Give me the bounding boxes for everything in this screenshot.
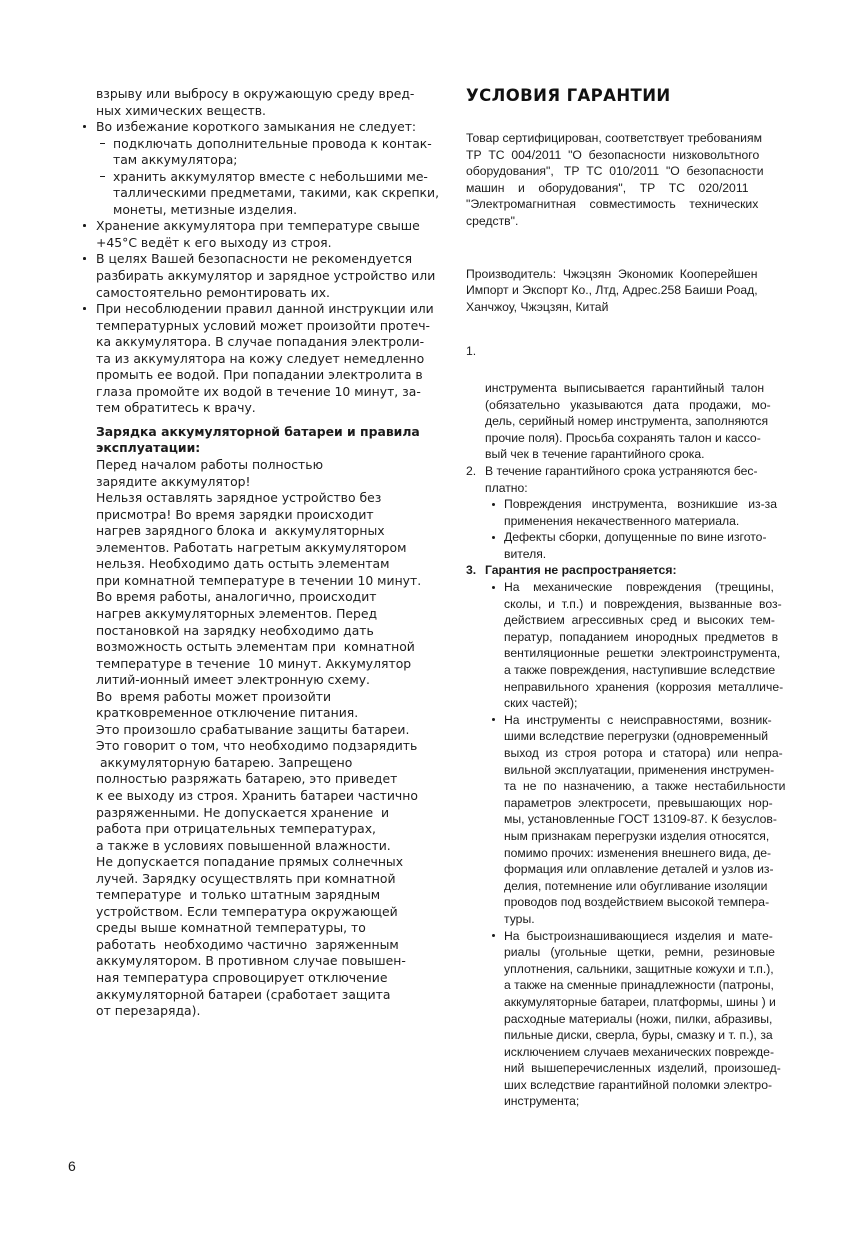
- text-line: Ханчжоу, Чжэцзян, Китай: [466, 299, 609, 314]
- text-line: литий-ионный имеет электронную схему.: [96, 672, 370, 688]
- sub-bullet-item-line: [466, 612, 788, 629]
- dash-bullet-icon: [100, 176, 105, 177]
- text-line: ная температура спровоцирует отключение: [96, 969, 388, 985]
- right-column: [466, 86, 788, 1110]
- text-line: В целях Вашей безопасности не рекомендуется: [96, 251, 413, 267]
- sub-bullet-item-line: [466, 811, 788, 828]
- text-line: зарядите аккумулятор!: [96, 473, 251, 489]
- sub-bullet-item-line: [466, 778, 788, 795]
- text-line: формация или оплавление деталей и узлов из-: [504, 862, 774, 877]
- text-line: от перезаряда).: [96, 1003, 201, 1019]
- bullet-dot-icon: [492, 586, 495, 589]
- text-line: хранить аккумулятор вместе с небольшими ме-: [113, 168, 428, 184]
- text-line: нагрев аккумуляторных элементов. Перед: [96, 605, 378, 621]
- text-line: взрыву или выбросу в окружающую среду вред-: [96, 86, 415, 101]
- sub-bullet-item-line: [466, 645, 788, 662]
- text-line: расходные материалы (ножи, пилки, абразивы,: [504, 1011, 773, 1026]
- text-line: Во время работы, аналогично, происходит: [96, 589, 377, 605]
- text-line: монеты, метизные изделия.: [113, 201, 298, 217]
- text-line: ших вследствие гарантийной поломки электро-: [504, 1077, 773, 1092]
- bullet-dot-icon: [492, 718, 495, 721]
- sub-bullet-item-line: [466, 961, 788, 978]
- manufacturer-paragraph: [466, 266, 788, 316]
- text-line: В течение гарантийного срока устраняются бес-: [485, 463, 758, 478]
- text-line: Повреждения инструмента, возникшие из-за: [504, 497, 778, 512]
- text-line: та не по назначению, а также нестабильности: [504, 779, 786, 794]
- list-number-marker: 2.: [466, 463, 477, 478]
- list-number-marker: 1.: [466, 344, 477, 359]
- text-line: кратковременное отключение питания.: [96, 705, 359, 721]
- text-line: применения некачественного материала.: [504, 513, 740, 528]
- text-line: прочие поля). Просьба сохранять талон и кассо-: [485, 430, 761, 445]
- bullet-item-line: [80, 400, 425, 417]
- warranty-terms-list: [466, 343, 788, 1110]
- text-line: ка аккумулятора. В случае попадания электроли-: [96, 334, 425, 350]
- left-column: [80, 86, 440, 1020]
- text-line: Производитель: Чжэцзян Экономик Кооперейшен: [466, 266, 758, 281]
- sub-bullet-item-line: [466, 629, 788, 646]
- text-line: присмотра! Во время зарядки происходит: [96, 506, 374, 522]
- text-line: нельзя. Необходимо дать остыть элементам: [96, 556, 390, 572]
- bullet-item-line: [80, 285, 425, 302]
- text-line: дель, серийный номер инструмента, заполняются: [485, 414, 769, 429]
- sub-bullet-item-line: [466, 928, 788, 945]
- sub-bullet-item-line: [466, 977, 788, 994]
- text-line: тем обратитесь к врачу.: [96, 400, 256, 416]
- sub-bullet-item-line: [466, 1011, 788, 1028]
- text-line: к ее выходу из строя. Хранить батареи частично: [96, 787, 418, 803]
- text-line: Перед началом работы полностью: [96, 457, 323, 473]
- text-line: параметров электросети, превышающих нор-: [504, 795, 773, 810]
- text-line: Гарантия не распространяется:: [485, 563, 677, 578]
- bullet-item-line: [80, 334, 425, 351]
- charging-section-body: [80, 457, 425, 1020]
- heading-line: эксплуатации:: [96, 440, 201, 456]
- numbered-item-line: [466, 480, 788, 497]
- numbered-item-line: [466, 463, 788, 480]
- text-line: +45°С ведёт к его выходу из строя.: [96, 234, 332, 250]
- text-line: а также в условиях повышенной влажности.: [96, 837, 391, 853]
- text-line: температурных условий может произойти протеч-: [96, 317, 431, 333]
- sub-bullet-item-line: [466, 579, 788, 596]
- sub-bullet-item-line: [466, 745, 788, 762]
- text-line: платно:: [485, 480, 528, 495]
- spacer: [80, 417, 425, 424]
- text-line: сколы, и т.п.) и повреждения, вызванные воз-: [504, 596, 782, 611]
- text-line: помимо прочих: изменения внешнего вида, де-: [504, 845, 772, 860]
- warranty-title: УСЛОВИЯ ГАРАНТИИ: [466, 86, 671, 105]
- text-line: а также повреждения, наступившие вследствие: [504, 663, 776, 678]
- text-line: промыть ее водой. При попадании электролита в: [96, 367, 423, 383]
- text-line: исключением случаев механических поврежде-: [504, 1044, 775, 1059]
- sub-bullet-item-line: [466, 1093, 788, 1110]
- text-line: машин и оборудования", ТР ТС 020/2011: [466, 180, 749, 195]
- text-line: нагрев зарядного блока и аккумуляторных: [96, 523, 385, 539]
- text-line: инструмента;: [504, 1094, 580, 1109]
- text-line: при комнатной температуре в течении 10 минут.: [96, 572, 422, 588]
- text-line: работать необходимо частично заряженным: [96, 936, 399, 952]
- sub-bullet-item-line: [466, 496, 788, 513]
- sub-bullet-item-line: [466, 1027, 788, 1044]
- text-line: Во избежание короткого замыкания не следует:: [96, 119, 417, 135]
- text-line: На быстроизнашивающиеся изделия и мате-: [504, 928, 773, 943]
- text-line: Нельзя оставлять зарядное устройство без: [96, 490, 382, 506]
- sub-bullet-item-line: [80, 202, 425, 219]
- bullet-item-line: [80, 384, 425, 401]
- text-line: температуре и только штатным зарядным: [96, 887, 381, 903]
- text-line: ний вышеперечисленных изделий, произошед-: [504, 1061, 781, 1076]
- spacer: [466, 360, 788, 380]
- text-line: риалы (угольные щетки, ремни, резиновые: [504, 945, 775, 960]
- text-line: ператур, попаданием инородных предметов в: [504, 629, 779, 644]
- text-line: пильные диски, сверла, буры, смазку и т. п.), за: [504, 1028, 773, 1043]
- bullet-dot-icon: [83, 257, 86, 260]
- text-line: лучей. Зарядку осуществлять при комнатной: [96, 870, 396, 886]
- bullet-dot-icon: [492, 503, 495, 506]
- sub-bullet-item-line: [466, 695, 788, 712]
- text-line: вителя.: [504, 546, 547, 561]
- text-line: выход из строя ротора и статора) или непра-: [504, 746, 783, 760]
- text-line: полностью разряжать батарею, это приведет: [96, 771, 398, 787]
- sub-bullet-item-line: [466, 861, 788, 878]
- sub-bullet-item-line: [466, 911, 788, 928]
- left-bullet-list: [80, 119, 440, 417]
- sub-bullet-item-line: [466, 894, 788, 911]
- bullet-item-line: [80, 367, 425, 384]
- text-line: На механические повреждения (трещины,: [504, 580, 774, 595]
- text-line: [485, 343, 788, 360]
- text-line: Это говорит о том, что необходимо подзарядить: [96, 738, 418, 754]
- sub-bullet-item-line: [466, 795, 788, 812]
- spacer: [466, 230, 788, 266]
- bullet-dot-icon: [492, 934, 495, 937]
- bullet-item-line: [80, 351, 425, 368]
- text-line: проводов под воздействием высокой темпера-: [504, 895, 770, 910]
- text-line: При несоблюдении правил данной инструкции или: [96, 301, 434, 317]
- text-line: делия, потемнение или обугливание изоляции: [504, 878, 768, 893]
- sub-bullet-item-line: [466, 1044, 788, 1061]
- charging-section-heading: [80, 424, 425, 457]
- sub-bullet-item-line: [466, 828, 788, 845]
- sub-bullet-item-line: [466, 762, 788, 779]
- sub-bullet-item-line: [466, 994, 788, 1011]
- text-line: неправильного хранения (коррозия металличе-: [504, 679, 784, 694]
- text-line: уплотнения, сальники, защитные кожухи и т.п.),: [504, 961, 774, 976]
- text-line: аккумуляторные батареи, платформы, шины ) и: [504, 994, 776, 1009]
- text-line: ских частей);: [504, 696, 578, 711]
- text-line: оборудования", ТР ТС 010/2011 "О безопасности: [466, 164, 764, 179]
- sub-bullet-item-line: [466, 513, 788, 530]
- sub-bullet-item-line: [466, 728, 788, 745]
- text-line: "Электромагнитная совместимость технических: [466, 197, 759, 212]
- sub-bullet-item-line: [80, 168, 428, 186]
- sub-bullet-item-line: [466, 845, 788, 862]
- sub-bullet-item-line: [466, 596, 788, 613]
- text-line: ных химических веществ.: [96, 102, 266, 118]
- dash-bullet-icon: [100, 143, 105, 144]
- text-line: разряженными. Не допускается хранение и: [96, 804, 390, 820]
- text-line: шими вследствие перегрузки (одновременный: [504, 729, 769, 744]
- numbered-item-line: [466, 562, 788, 579]
- text-line: устройством. Если температура окружающей: [96, 903, 398, 919]
- bullet-item-line: [80, 119, 425, 136]
- left-intro-paragraph: [80, 86, 425, 119]
- list-number-marker: 3.: [466, 563, 477, 578]
- text-line: туры.: [504, 911, 535, 926]
- bullet-item-line: [80, 235, 425, 252]
- text-line: вентиляционные решетки электроинструмента,: [504, 646, 781, 661]
- text-line: подключать дополнительные провода к контак-: [113, 135, 432, 151]
- text-line: действием агрессивных сред и высоких тем-: [504, 613, 775, 628]
- sub-bullet-item-line: [466, 662, 788, 679]
- text-line: среды выше комнатной температуры, то: [96, 920, 366, 936]
- text-line: аккумуляторную батарею. Запрещено: [96, 754, 353, 770]
- sub-bullet-item-line: [466, 712, 788, 729]
- bullet-item-line: [80, 268, 436, 285]
- sub-bullet-item-line: [466, 546, 788, 563]
- text-line: Это произошло срабатывание защиты батареи.: [96, 721, 410, 737]
- page-number: 6: [68, 1158, 76, 1174]
- bullet-dot-icon: [83, 125, 86, 128]
- bullet-dot-icon: [492, 536, 495, 539]
- sub-bullet-item-line: [80, 152, 425, 169]
- heading-line: Зарядка аккумуляторной батареи и правила: [96, 423, 420, 439]
- bullet-item-line: [80, 317, 431, 335]
- bullet-item-line: [80, 218, 425, 235]
- text-line: вый чек в течение гарантийного срока.: [485, 447, 705, 462]
- text-line: Не допускается попадание прямых солнечных: [96, 854, 404, 870]
- sub-bullet-item-line: [466, 529, 788, 546]
- sub-bullet-item-line: [466, 1077, 788, 1094]
- text-line: температуре в течение 10 минут. Аккумулятор: [96, 655, 412, 671]
- text-line: та из аккумулятора на кожу следует немедленно: [96, 350, 425, 366]
- bullet-dot-icon: [83, 224, 86, 227]
- numbered-item-line: [466, 343, 788, 360]
- text-line: инструмента выписывается гарантийный талон: [485, 380, 765, 395]
- text-line: средств".: [466, 213, 519, 228]
- sub-bullet-item-line: [466, 1060, 788, 1077]
- text-line: Хранение аккумулятора при температуре свыше: [96, 218, 420, 234]
- text-line: мы, установленные ГОСТ 13109-87. К безуслов-: [504, 812, 777, 827]
- text-line: там аккумулятора;: [113, 152, 238, 168]
- text-line: Во время работы может произойти: [96, 688, 332, 704]
- text-line: Импорт и Экспорт Ко., Лтд, Адрес.258 Баиши Роад,: [466, 283, 758, 298]
- sub-bullet-item-line: [466, 944, 788, 961]
- spacer: [466, 315, 788, 343]
- bullet-item-line: [80, 301, 434, 318]
- text-line: глаза промойте их водой в течение 10 минут, за-: [96, 383, 421, 399]
- text-line: ным признакам перегрузки изделия относятся,: [504, 828, 770, 843]
- text-line: ТР ТС 004/2011 "О безопасности низковольтного: [466, 147, 760, 162]
- sub-bullet-item-line: [466, 878, 788, 895]
- text-line: аккумуляторной батареи (сработает защита: [96, 986, 391, 1002]
- text-line: самостоятельно ремонтировать их.: [96, 284, 330, 300]
- text-line: вильной эксплуатации, применения инструмен-: [504, 762, 775, 777]
- text-line: аккумулятором. В противном случае повышен-: [96, 953, 406, 969]
- sub-bullet-item-line: [466, 679, 788, 696]
- text-line: таллическими предметами, такими, как скрепки,: [113, 185, 440, 201]
- text-line: Дефекты сборки, допущенные по вине изгото-: [504, 530, 767, 545]
- sub-bullet-item-line: [80, 135, 432, 153]
- text-line: разбирать аккумулятор и зарядное устройство или: [96, 268, 436, 284]
- text-line: Товар сертифицирован, соответствует требованиям: [466, 131, 762, 145]
- bullet-dot-icon: [83, 307, 86, 310]
- text-line: (обязательно указываются дата продажи, мо-: [485, 397, 771, 412]
- text-line: а также на сменные принадлежности (патроны,: [504, 978, 774, 993]
- text-line: работа при отрицательных температурах,: [96, 821, 376, 837]
- bullet-item-line: [80, 251, 425, 268]
- certification-paragraph: [466, 130, 788, 230]
- sub-bullet-item-line: [80, 185, 440, 202]
- text-line: элементов. Работать нагретым аккумулятором: [96, 539, 407, 555]
- text-line: возможность остыть элементам при комнатной: [96, 639, 415, 655]
- text-line: постановкой на зарядку необходимо дать: [96, 622, 374, 638]
- text-line: На инструменты с неисправностями, возник-: [504, 712, 772, 727]
